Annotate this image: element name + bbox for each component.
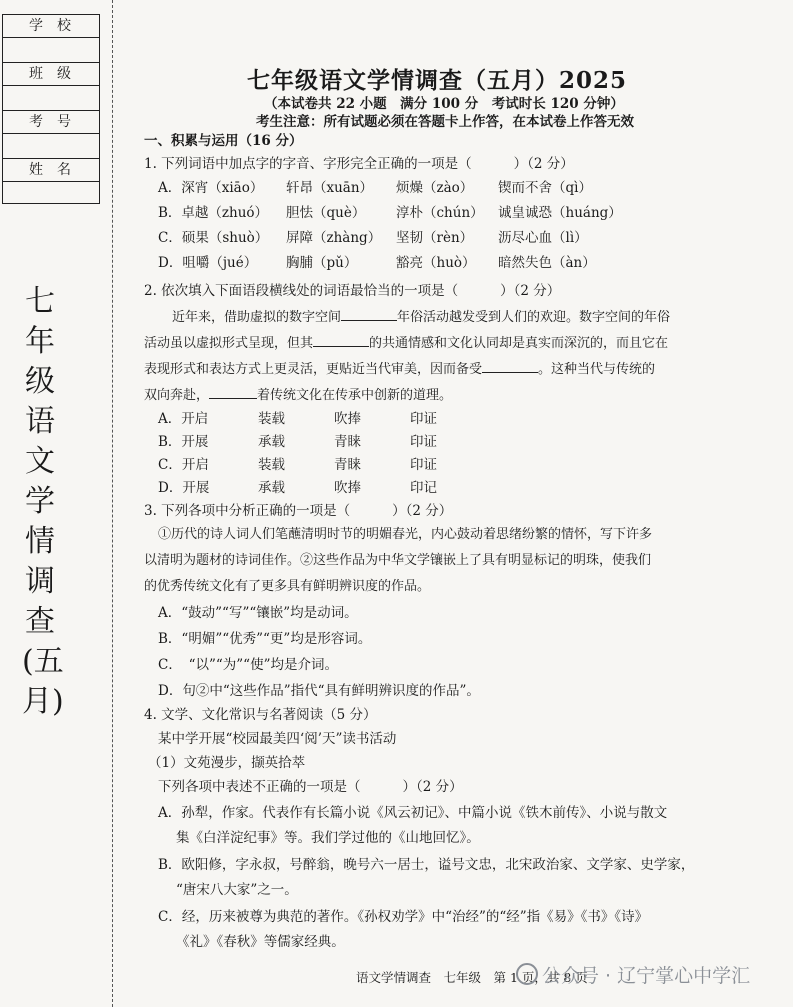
page-title: 七年级语文学情调查（五月）2025 xyxy=(247,67,628,94)
field-school: 学校 xyxy=(3,15,99,38)
q3-passage-line3: 的优秀传统文化有了更多具有鲜明辨识度的作品。 xyxy=(144,579,431,594)
q3-option-a: A．“鼓动”“写”“镶嵌”均是动词。 xyxy=(158,605,358,621)
q3-option-d: D．句②中“这些作品”指代“具有鲜明辨识度的作品”。 xyxy=(158,683,480,699)
q2-option-b: B．开展 承载 青睐 印证 xyxy=(158,434,437,450)
q3-option-b: B．“明媚”“优秀”“更”均是形容词。 xyxy=(158,631,372,647)
q2-passage-line1: 近年来，借助虚拟的数字空间 年俗活动越发受到人们的欢迎。数字空间的年俗 xyxy=(172,310,671,325)
q1-row-b: B．卓越（zhuó） 胆怯（què） 淳朴（chún） 诚皇诚恐（huáng） xyxy=(158,205,622,221)
q4-option-a-line2: 集《白洋淀纪事》等。我们学过他的《山地回忆》。 xyxy=(176,830,480,846)
q2-passage-line3: 表现形式和表达方式上更灵活，更贴近当代审美，因而备受 。这种当代与传统的 xyxy=(144,362,656,377)
wechat-icon xyxy=(516,963,538,985)
field-class: 班级 xyxy=(3,63,99,86)
q1-row-d: D．咀嚼（jué） 胸脯（pǔ） 豁亮（huò） 暗然失色（àn） xyxy=(158,255,596,271)
field-exam-no-blank[interactable] xyxy=(3,134,99,159)
exam-info: （本试卷共 22 小题 满分 100 分 考试时长 120 分钟） xyxy=(264,96,624,112)
field-school-blank[interactable] xyxy=(3,38,99,63)
q4-option-c-line1: C．经，历来被尊为典范的著作。《孙权劝学》中“治经”的“经”指《易》《书》《诗》 xyxy=(158,909,649,925)
watermark xyxy=(516,961,750,988)
q1-row-a: A．深宵（xiāo） 轩昂（xuān） 烦燥（zào） 锲而不舍（qì） xyxy=(158,180,592,196)
q3-option-c: C． “以”“为”“使”均是介词。 xyxy=(158,657,338,673)
q4-stem: 4. 文学、文化常识与名著阅读（5 分） xyxy=(144,707,377,723)
section-heading: 一、积累与运用（16 分） xyxy=(144,133,303,149)
exam-notice: 考生注意：所有试题必须在答题卡上作答，在本试卷上作答无效 xyxy=(256,114,634,130)
q4-option-b-line1: B．欧阳修，字永叔，号醉翁，晚号六一居士，谥号文忠，北宋政治家、文学家、史学家， xyxy=(158,857,695,873)
field-exam-no: 考号 xyxy=(3,111,99,134)
field-class-blank[interactable] xyxy=(3,86,99,111)
q2-option-c: C．开启 装载 青睐 印证 xyxy=(158,457,437,473)
q2-option-a: A．开启 装载 吹捧 印证 xyxy=(158,411,437,427)
q4-sub1-title: （1）文苑漫步，撷英拾萃 xyxy=(148,755,306,771)
q4-sub1-stem: 下列各项中表述不正确的一项是（ ）（2 分） xyxy=(158,779,463,795)
q1-row-c: C．硕果（shuò） 屏障（zhàng） 坚韧（rèn） 沥尽心血（lì） xyxy=(158,230,588,246)
q3-passage-line2: 以清明为题材的诗词佳作。②这些作品为中华文学镶嵌上了具有明显标记的明珠，使我们 xyxy=(144,553,652,568)
q1-stem: 1. 下列词语中加点字的字音、字形完全正确的一项是（ ）（2 分） xyxy=(144,156,574,172)
q3-stem: 3. 下列各项中分析正确的一项是（ ）（2 分） xyxy=(144,503,453,519)
q4-intro: 某中学开展“校园最美四‘阅’天”读书活动 xyxy=(158,731,397,747)
vertical-title: 七年级语文学情调查(五月) xyxy=(22,284,64,719)
q2-passage-line4: 双向奔赴， 着传统文化在传承中创新的道理。 xyxy=(144,388,453,403)
q4-option-b-line2: “唐宋八大家”之一。 xyxy=(176,882,298,898)
field-name: 姓名 xyxy=(3,159,99,182)
binding-dashed-line xyxy=(112,0,113,1007)
q4-option-a-line1: A．孙犁，作家。代表作有长篇小说《风云初记》、中篇小说《铁木前传》、小说与散文 xyxy=(158,805,668,821)
q3-passage-line1: ①历代的诗人词人们笔蘸清明时节的明媚春光，内心鼓动着思绪纷繁的情怀，写下许多 xyxy=(158,527,653,542)
student-info-box xyxy=(2,14,100,204)
page-footer: 语文学情调查 七年级 第 1 页，共 8 页 xyxy=(356,970,588,985)
q4-option-c-line2: 《礼》《春秋》等儒家经典。 xyxy=(176,934,345,950)
q2-passage-line2: 活动虽以虚拟形式呈现，但其 的共通情感和文化认同却是真实而深沉的，而且它在 xyxy=(144,336,669,351)
q2-option-d: D．开展 承载 吹捧 印记 xyxy=(158,480,437,496)
watermark-text: 公众号 · 辽宁掌心中学汇 xyxy=(542,965,751,987)
q2-stem: 2. 依次填入下面语段横线处的词语最恰当的一项是（ ）（2 分） xyxy=(144,283,561,299)
